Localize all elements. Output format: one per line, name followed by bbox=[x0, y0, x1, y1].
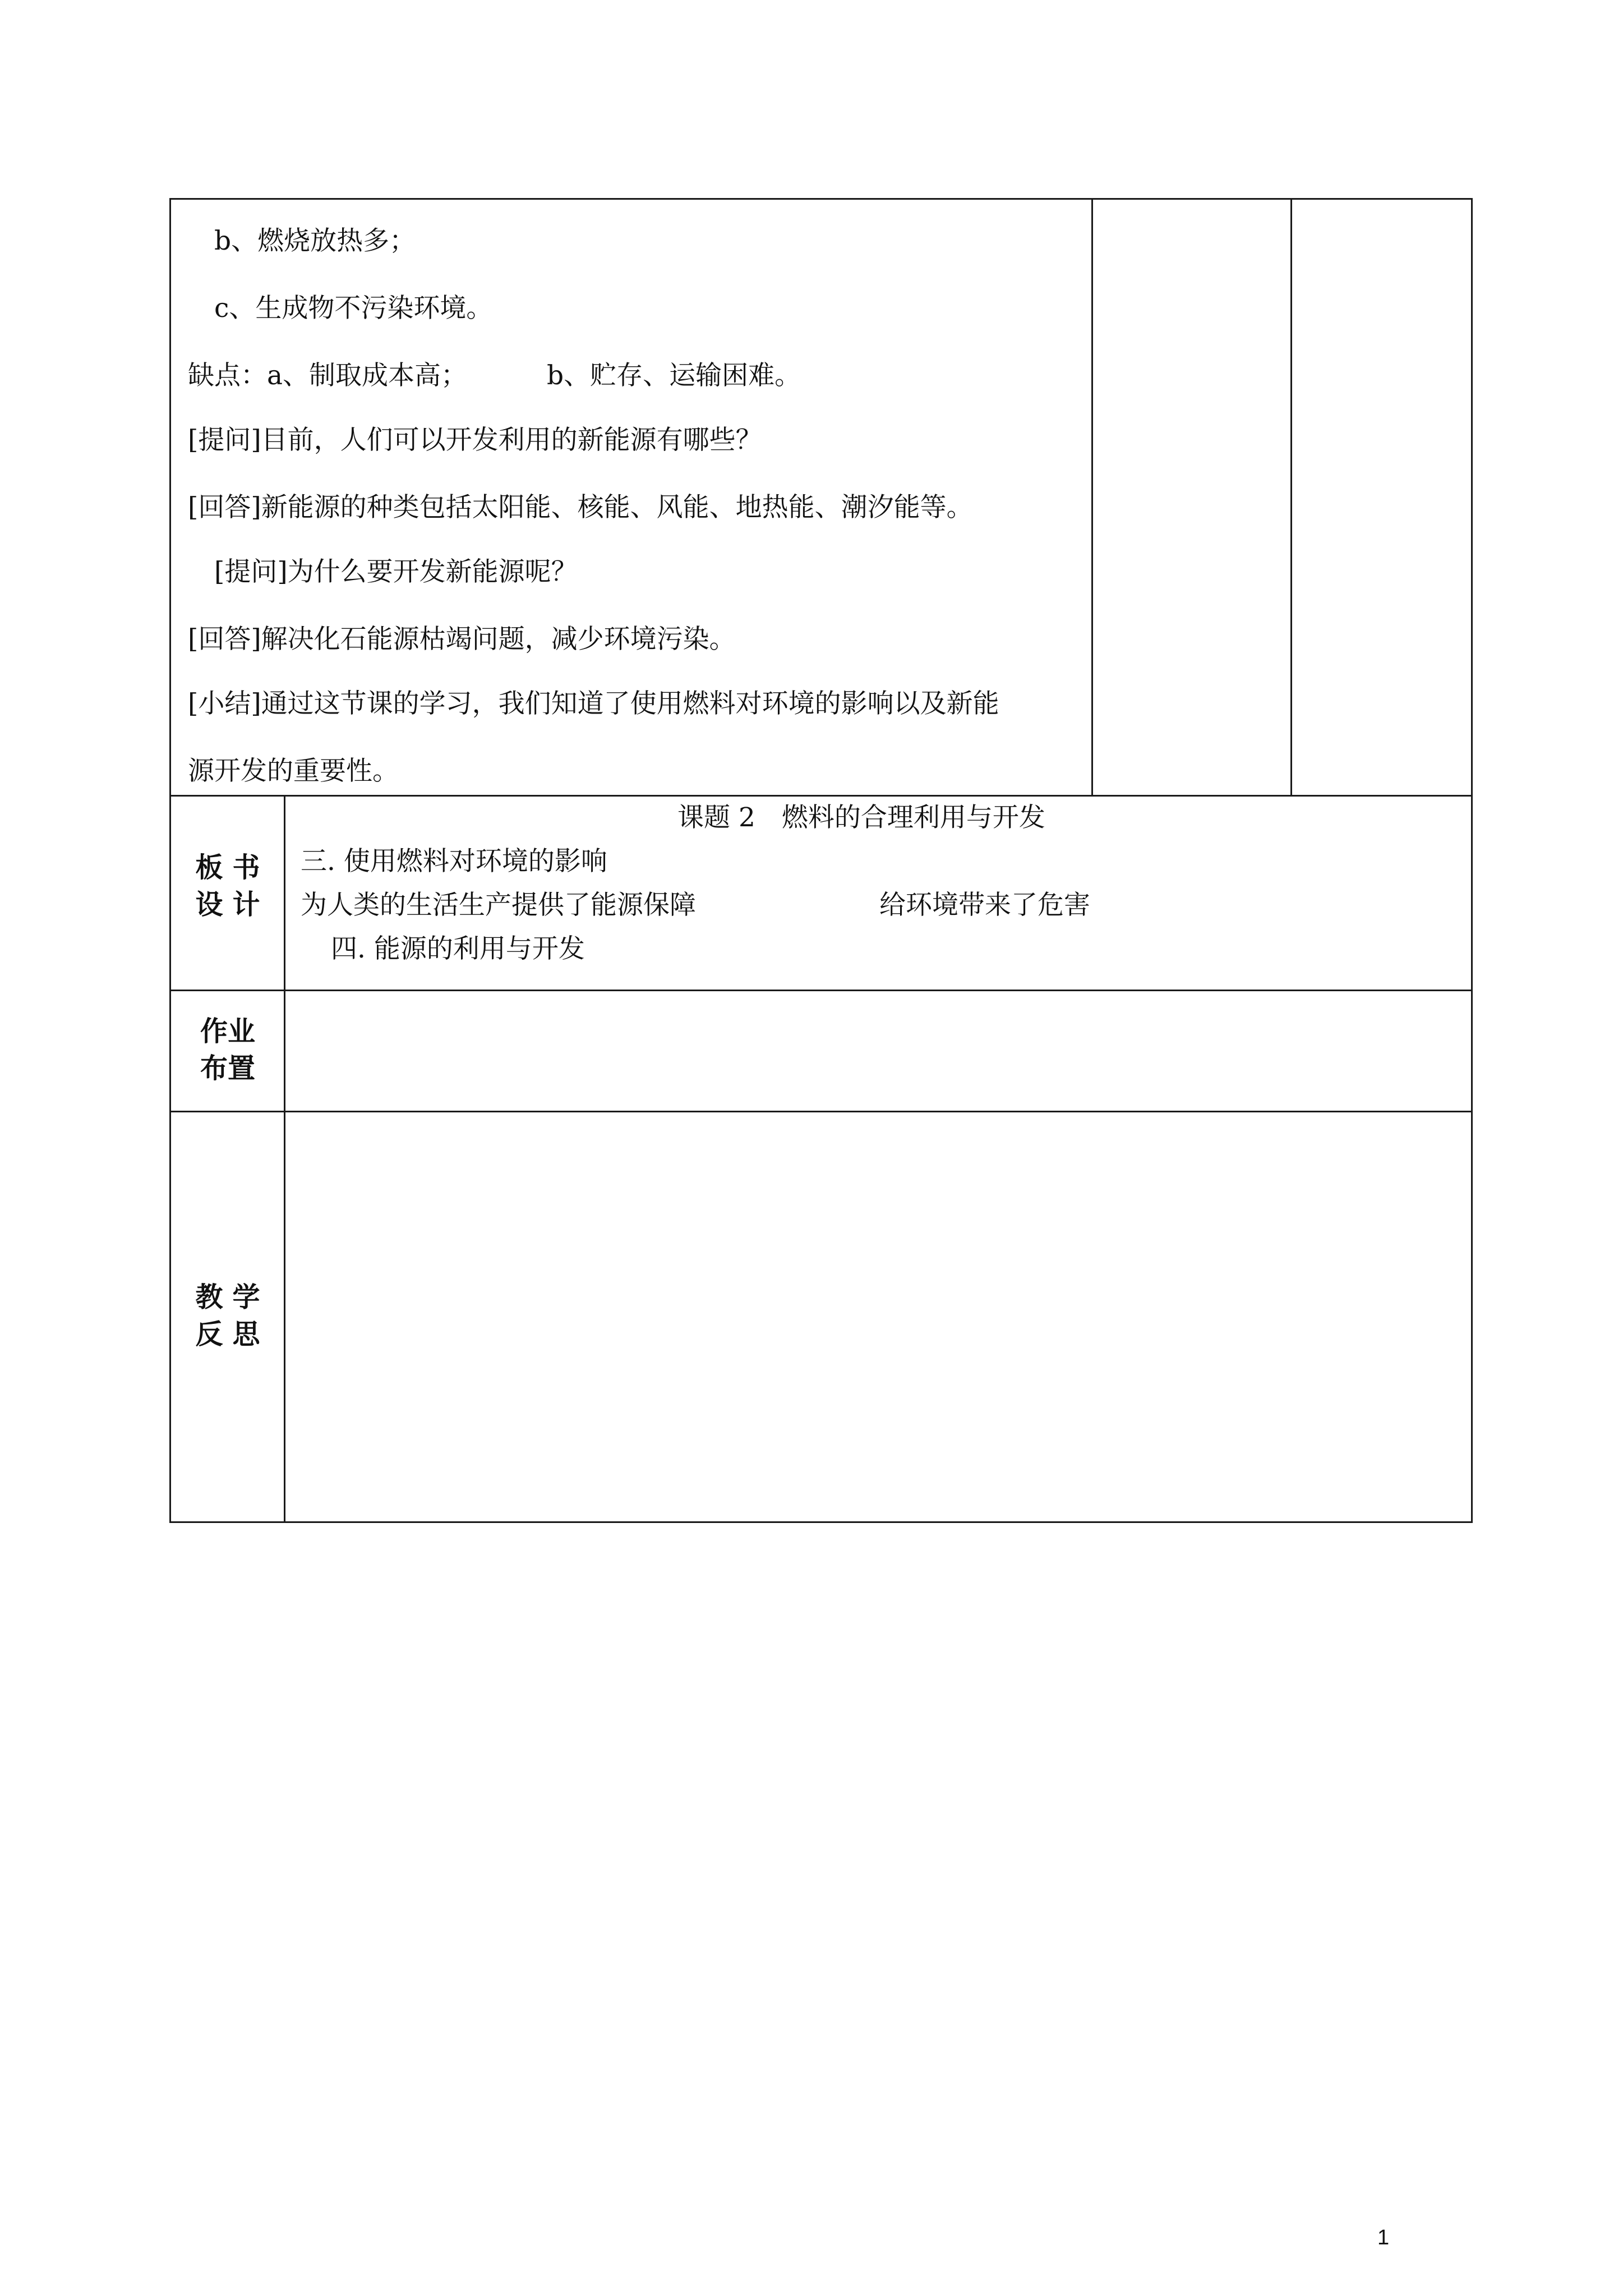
lesson-text-line: b、燃烧放热多； bbox=[214, 226, 416, 256]
row-divider-reflection bbox=[169, 1111, 1473, 1112]
reflection-label-line: 反 思 bbox=[195, 1318, 260, 1350]
board-line: 四. 能源的利用与开发 bbox=[331, 933, 585, 964]
lesson-text-line: [回答]新能源的种类包括太阳能、核能、风能、地热能、潮汐能等。 bbox=[188, 492, 973, 523]
table-border-left bbox=[169, 198, 171, 1523]
homework-label-line: 作业 bbox=[200, 1015, 255, 1047]
homework-label bbox=[172, 1013, 284, 1087]
board-line: 三. 使用燃料对环境的影响 bbox=[301, 846, 607, 877]
lesson-text-line: 缺点：a、制取成本高； bbox=[188, 360, 468, 391]
board-line: 给环境带来了危害 bbox=[879, 890, 1090, 921]
table-border-right bbox=[1471, 198, 1473, 1523]
reflection-label-line: 教 学 bbox=[195, 1281, 260, 1313]
column-divider-1 bbox=[1091, 198, 1093, 796]
lesson-text-line: [提问]为什么要开发新能源呢？ bbox=[214, 556, 578, 587]
column-divider-2 bbox=[1290, 198, 1292, 796]
homework-label-line: 布置 bbox=[200, 1052, 255, 1084]
lesson-text-line: [提问]目前，人们可以开发利用的新能源有哪些？ bbox=[188, 425, 762, 455]
board-design-label bbox=[172, 849, 284, 923]
lesson-text-line: 源开发的重要性。 bbox=[188, 756, 399, 786]
table-border-bottom bbox=[169, 1521, 1473, 1523]
board-label-line: 板 书 bbox=[195, 852, 260, 884]
row-divider-board bbox=[169, 795, 1473, 797]
reflection-label bbox=[172, 1279, 284, 1353]
label-column-divider bbox=[284, 795, 285, 1523]
lesson-text-line: c、生成物不污染环境。 bbox=[214, 293, 493, 324]
lesson-text-line: [小结]通过这节课的学习，我们知道了使用燃料对环境的影响以及新能 bbox=[188, 688, 999, 719]
board-line: 为人类的生活生产提供了能源保障 bbox=[301, 890, 696, 921]
page-number: 1 bbox=[1377, 2226, 1390, 2249]
row-divider-homework bbox=[169, 990, 1473, 991]
lesson-text-line: [回答]解决化石能源枯竭问题，减少环境污染。 bbox=[188, 624, 736, 655]
table-border-top bbox=[169, 198, 1473, 200]
board-title: 课题 2 燃料的合理利用与开发 bbox=[677, 802, 1045, 833]
board-label-line: 设 计 bbox=[195, 889, 260, 921]
drawback-b-text: b、贮存、运输困难。 bbox=[547, 360, 801, 391]
